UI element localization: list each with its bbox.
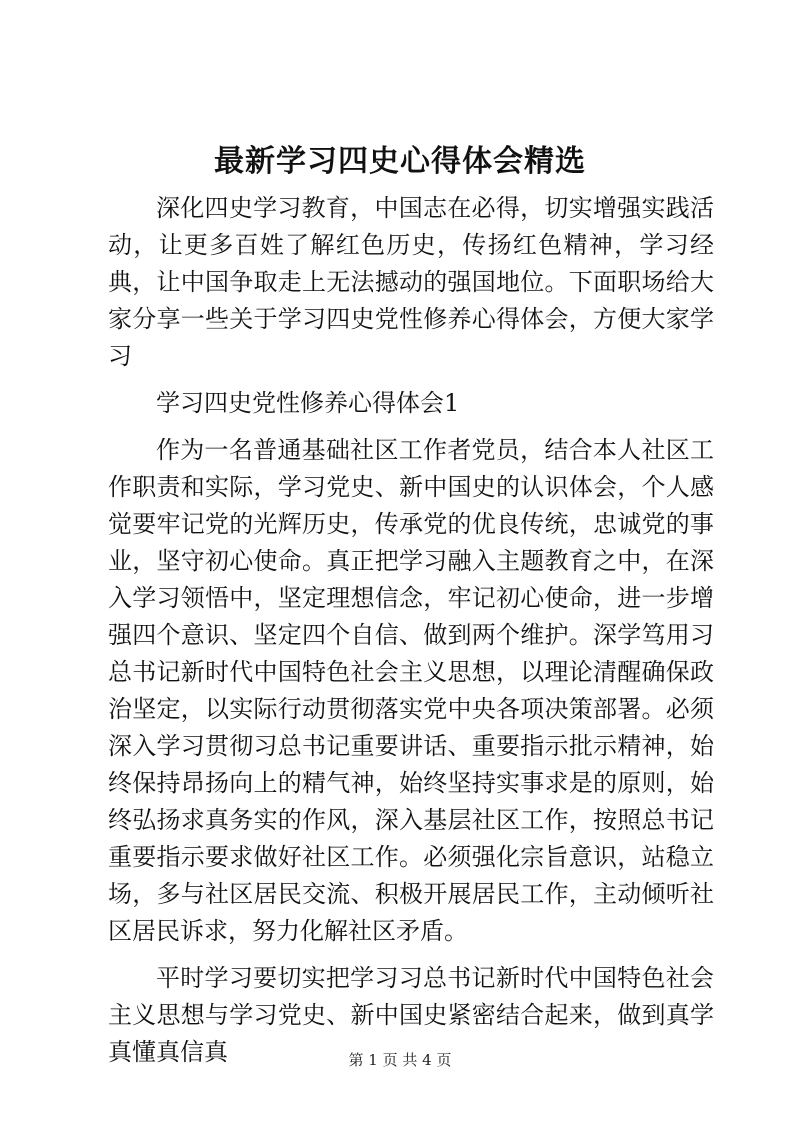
- intro-paragraph: 深化四史学习教育，中国志在必得，切实增强实践活动，让更多百姓了解红色历史，传扬红色精神，学习经典，让中国争取走上无法撼动的强国地位。下面职场给大家分享一些关于学习四史党性修养心得体会，方便大家学习: [108, 194, 714, 370]
- document-body: [108, 190, 714, 1071]
- body-paragraph-1: 作为一名普通基础社区工作者党员，结合本人社区工作职责和实际，学习党史、新中国史的认识体会，个人感觉要牢记党的光辉历史，传承党的优良传统，忠诚党的事业，坚守初心使命。真正把学习融入主题教育之中，在深入学习领悟中，坚定理想信念，牢记初心使命，进一步增强四个意识、坚定四个自信、做到两个维护。深学笃用习总书记新时代中国特色社会主义思想，以理论清醒确保政治坚定，以实际行动贯彻落实党中央各项决策部署。必须深入学习贯彻习总书记重要讲话、重要指示批示精神，始终保持昂扬向上的精气神，始终坚持实事求是的原则，始终弘扬求真务实的作风，深入基层社区工作，按照总书记重要指示要求做好社区工作。必须强化宗旨意识，站稳立场，多与社区居民交流、积极开展居民工作，主动倾听社区居民诉求，努力化解社区矛盾。: [108, 436, 714, 945]
- section-heading: 学习四史党性修养心得体会1: [156, 389, 460, 417]
- document-title: 最新学习四史心得体会精选: [214, 144, 586, 179]
- body-paragraph-2: 平时学习要切实把学习习总书记新时代中国特色社会主义思想与学习党史、新中国史紧密结合起来，做到真学真懂真信真: [108, 964, 714, 1066]
- page-footer: 第 1 页 共 4 页: [348, 1051, 452, 1069]
